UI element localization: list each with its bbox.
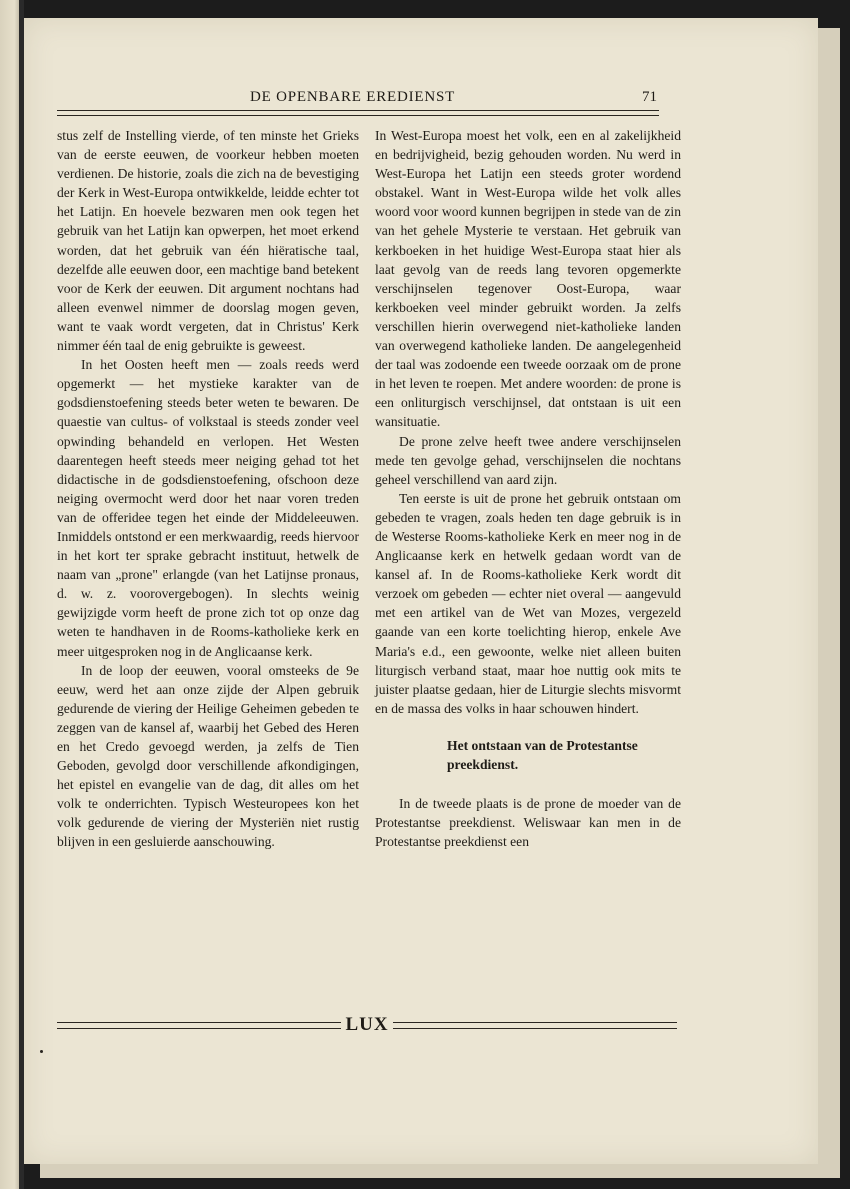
paragraph: In de loop der eeuwen, vooral omsteeks de 9e eeuw, werd het aan onze zijde der Alpen gebruik gedurende de viering der Heilige Geheimen gebeden te zeggen van de kansel af, waarbij het Gebed des Heren en het Credo gevoegd werden, ja zelfs de Tien Geboden, gevolgd door verschillende afkondigingen, het epistel en evangelie van de dag, dit alles om het volk te onderrichten. Typisch Westeuropees kon het volk gedurende de viering der Mysteriën niet rustig blijven in een gesluierde aanschouwing. <box>57 662 359 850</box>
footer-rule-right <box>393 1022 677 1029</box>
paragraph: stus zelf de Instelling vierde, of ten minste het Grieks van de eerste eeuwen, de voorkeur hebben moeten verdienen. De historie, zoals die zich na de bevestiging der Kerk in West-Europa ontwikkelde, leidde echter tot het Latijn. En hoevele bezwaren men ook tegen het gebruik van het Latijn kan opwerpen, het moet erkend worden, dat het gebruik van één hiëratische taal, dezelfde alle eeuwen door, een machtige band betekent voor de Kerk der eeuwen. Dit argument nochtans had alleen evenwel nimmer de doorslag mogen geven, want te vaak wordt vergeten, dat in Christus' Kerk nimmer één taal de enig gebruikte is geweest. <box>57 128 359 354</box>
right-column <box>375 126 681 851</box>
page-footer <box>57 1015 677 1035</box>
left-column <box>57 126 359 852</box>
section-heading: Het ontstaan van de Protestantse preekdienst. <box>447 737 638 772</box>
paragraph: De prone zelve heeft twee andere verschijnselen mede ten gevolge gehad, verschijnselen die nochtans geheel verschillend van aard zijn. <box>375 433 681 487</box>
footer-rule-left <box>57 1022 341 1029</box>
running-header <box>57 89 657 106</box>
paragraph: In het Oosten heeft men — zoals reeds werd opgemerkt — het mystieke karakter van de godsdienstoefening steeds beter weten te bewaren. De quaestie van cultus- of volkstaal is steeds zonder veel opwinding behandeld en verlopen. Het Westen daarentegen heeft steeds meer neiging gehad tot het didactische in de godsdienstoefening, ofschoon deze neiging overmocht werd door het naar voren treden van de offeridee tegen het einde der Middeleeuwen. Inmiddels ontstond er een merkwaardig, reeds hiervoor in het kort ter sprake gebracht instituut, hetwelk de naam van „prone" erlangde (van het Latijnse pronaus, d. w. z. voorovergebogen). In slechts weinig gewijzigde vorm heeft de prone zich tot op onze dag weten te handhaven in de Rooms-katholieke kerk en meer uitgesproken nog in de Anglicaanse kerk. <box>57 357 359 659</box>
ink-speck <box>40 1050 43 1053</box>
header-rule <box>57 110 659 116</box>
paragraph: Ten eerste is uit de prone het gebruik ontstaan om gebeden te vragen, zoals heden ten dage gebruik is in de Westerse Rooms-katholieke Kerk en meer nog in de Anglicaanse kerk en hetwelk gedaan wordt van de kansel af. In de Rooms-katholieke Kerk wordt dit verzoek om gebeden — echter niet overal — aangevuld met een artikel van de Wet van Mozes, vergezeld gaande van een korte toelichting hierop, enkele Ave Maria's e.d., een gewoonte, welke niet alleen buiten liturgisch verband staat, maar hoe nuttig ook mits te juister plaatse gedaan, hier de Liturgie slechts misvormt en de massa des volks in haar schouwen hindert. <box>375 490 681 716</box>
paragraph: In West-Europa moest het volk, een en al zakelijkheid en bedrijvigheid, bezig gehouden worden. Nu werd in West-Europa het Latijn een steeds groter wordend obstakel. Want in West-Europa wilde het volk alles woord voor woord kunnen begrijpen in stede van de zin van het gehele Mysterie te verstaan. Het gebruik van kerkboeken in het huidige West-Europa staat hier als laat gevolg van de reeds lang tevoren opgemerkte verschijnselen tegenover Oost-Europa, waar kerkboeken veel minder gebruikt worden. Ja zelfs verschillen hierin overwegend niet-katholieke landen van overwegend katholieke landen. De aangelegenheid der taal was zodoende een tweede oorzaak om de prone in het leven te roepen. Met andere woorden: de prone is een onliturgisch verschijnsel, dat ontstaan is uit een wansituatie. <box>375 128 681 430</box>
page-number: 71 <box>642 89 657 105</box>
paragraph: In de tweede plaats is de prone de moeder van de Protestantse preekdienst. Weliswaar kan men in de Protestantse preekdienst een <box>375 796 681 850</box>
header-title: DE OPENBARE EREDIENST <box>250 89 456 105</box>
lux-logo: LUX <box>345 1014 389 1035</box>
